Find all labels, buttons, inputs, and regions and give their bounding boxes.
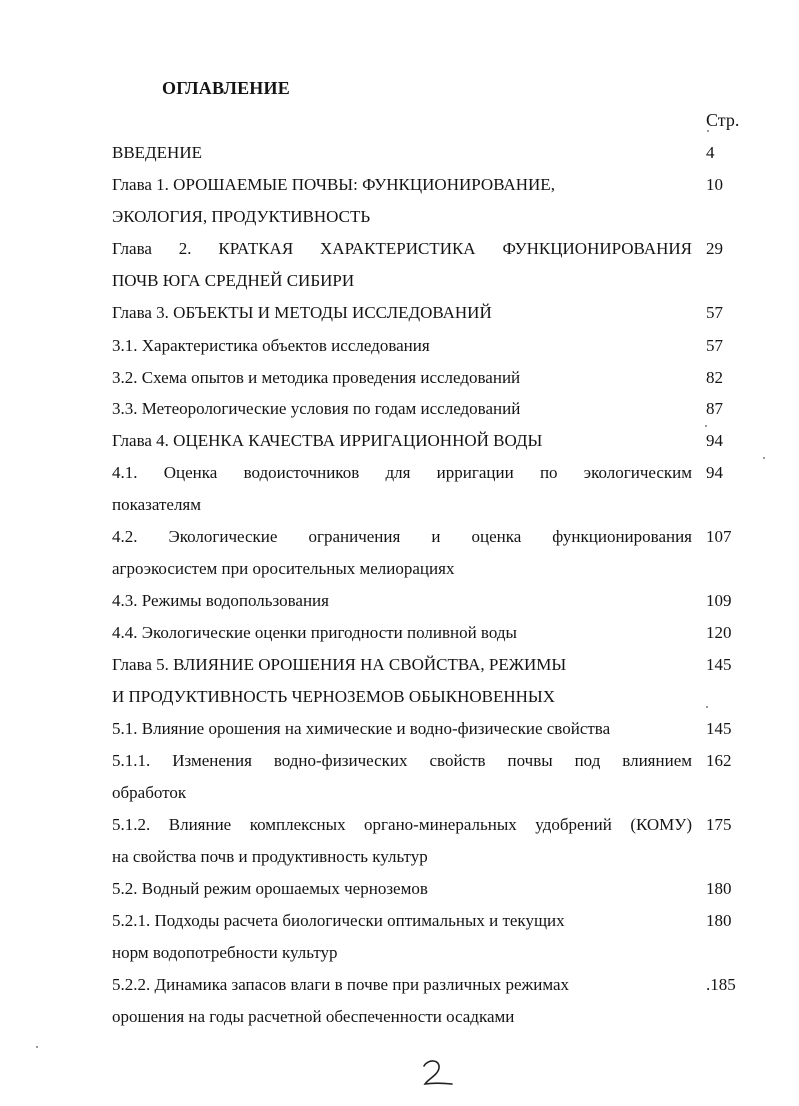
toc-entry-page: 180	[706, 911, 732, 930]
toc-entry-title-cont: обработок	[112, 783, 187, 802]
toc-entry-title: Глава 1. ОРОШАЕМЫЕ ПОЧВЫ: ФУНКЦИОНИРОВАНИЕ,	[112, 175, 555, 194]
handwritten-page-number	[418, 1057, 458, 1093]
toc-entry-page: 180	[706, 879, 732, 898]
toc-entry-title: 5.1. Влияние орошения на химические и водно-физические свойства	[112, 719, 611, 738]
toc-entry-page: 120	[706, 623, 732, 642]
scan-speck	[707, 130, 709, 132]
toc-entry-page: 175	[706, 815, 732, 834]
toc-heading: ОГЛАВЛЕНИЕ	[162, 78, 290, 98]
toc-entry-title-cont: норм водопотребности культур	[112, 943, 338, 962]
toc-entry-title-cont: на свойства почв и продуктивность культур	[112, 847, 428, 866]
toc-entry-page: 82	[706, 368, 723, 387]
toc-entry-page: 145	[706, 719, 732, 738]
toc-entry-title: Глава 3. ОБЪЕКТЫ И МЕТОДЫ ИССЛЕДОВАНИЙ	[112, 303, 492, 322]
toc-entry-title-cont: ЭКОЛОГИЯ, ПРОДУКТИВНОСТЬ	[112, 207, 371, 226]
scan-speck	[706, 706, 708, 708]
toc-entry-page: .185	[706, 975, 736, 994]
toc-entry-title-cont: показателям	[112, 495, 202, 514]
toc-entry-title: Глава 4. ОЦЕНКА КАЧЕСТВА ИРРИГАЦИОННОЙ ВОДЫ	[112, 431, 543, 450]
toc-entry-page: 162	[706, 751, 732, 770]
toc-entry-page: 29	[706, 239, 723, 258]
toc-entry-page: 107	[706, 527, 732, 546]
toc-entry-page: 94	[706, 463, 723, 482]
toc-entry-page: 87	[706, 399, 723, 418]
toc-entry-title: 4.3. Режимы водопользования	[112, 591, 329, 610]
toc-entry-title: 4.4. Экологические оценки пригодности поливной воды	[112, 623, 517, 642]
toc-entry-title: 3.2. Схема опытов и методика проведения исследований	[112, 368, 521, 387]
toc-entry-title: 3.3. Метеорологические условия по годам исследований	[112, 399, 521, 418]
scan-speck	[705, 425, 707, 427]
toc-entry-title: 5.2. Водный режим орошаемых черноземов	[112, 879, 428, 898]
toc-entry-page: 94	[706, 431, 723, 450]
toc-entry-title: ВВЕДЕНИЕ	[112, 143, 202, 162]
toc-entry-title: 3.1. Характеристика объектов исследования	[112, 336, 430, 355]
toc-entry-title-cont: И ПРОДУКТИВНОСТЬ ЧЕРНОЗЕМОВ ОБЫКНОВЕННЫХ	[112, 687, 556, 706]
toc-entry-page: 57	[706, 303, 723, 322]
toc-entry-title: Глава 2. КРАТКАЯ ХАРАКТЕРИСТИКА ФУНКЦИОНИРОВАНИЯ	[112, 239, 692, 258]
toc-entry-title-cont: ПОЧВ ЮГА СРЕДНЕЙ СИБИРИ	[112, 271, 355, 290]
toc-entry-title: 4.1. Оценка водоисточников для ирригации по экологическим	[112, 463, 692, 482]
toc-entry-title: 5.1.2. Влияние комплексных органо-минеральных удобрений (КОМУ)	[112, 815, 692, 834]
toc-entry-title: 4.2. Экологические ограничения и оценка функционирования	[112, 527, 692, 546]
toc-entry-title: 5.2.1. Подходы расчета биологически оптимальных и текущих	[112, 911, 565, 930]
toc-entry-title: Глава 5. ВЛИЯНИЕ ОРОШЕНИЯ НА СВОЙСТВА, РЕЖИМЫ	[112, 655, 567, 674]
toc-entry-page: 109	[706, 591, 732, 610]
toc-entry-page: 10	[706, 175, 723, 194]
scan-speck	[763, 457, 765, 459]
toc-entry-page: 145	[706, 655, 732, 674]
toc-entry-title-cont: орошения на годы расчетной обеспеченности осадками	[112, 1007, 515, 1026]
toc-entry-title: 5.1.1. Изменения водно-физических свойств почвы под влиянием	[112, 751, 692, 770]
toc-entry-page: 4	[706, 143, 715, 162]
toc-entry-title-cont: агроэкосистем при оросительных мелиорациях	[112, 559, 455, 578]
toc-entry-title: 5.2.2. Динамика запасов влаги в почве при различных режимах	[112, 975, 570, 994]
page-column-label: Стр.	[706, 110, 740, 130]
toc-entry-page: 57	[706, 336, 723, 355]
scan-speck	[36, 1046, 38, 1048]
